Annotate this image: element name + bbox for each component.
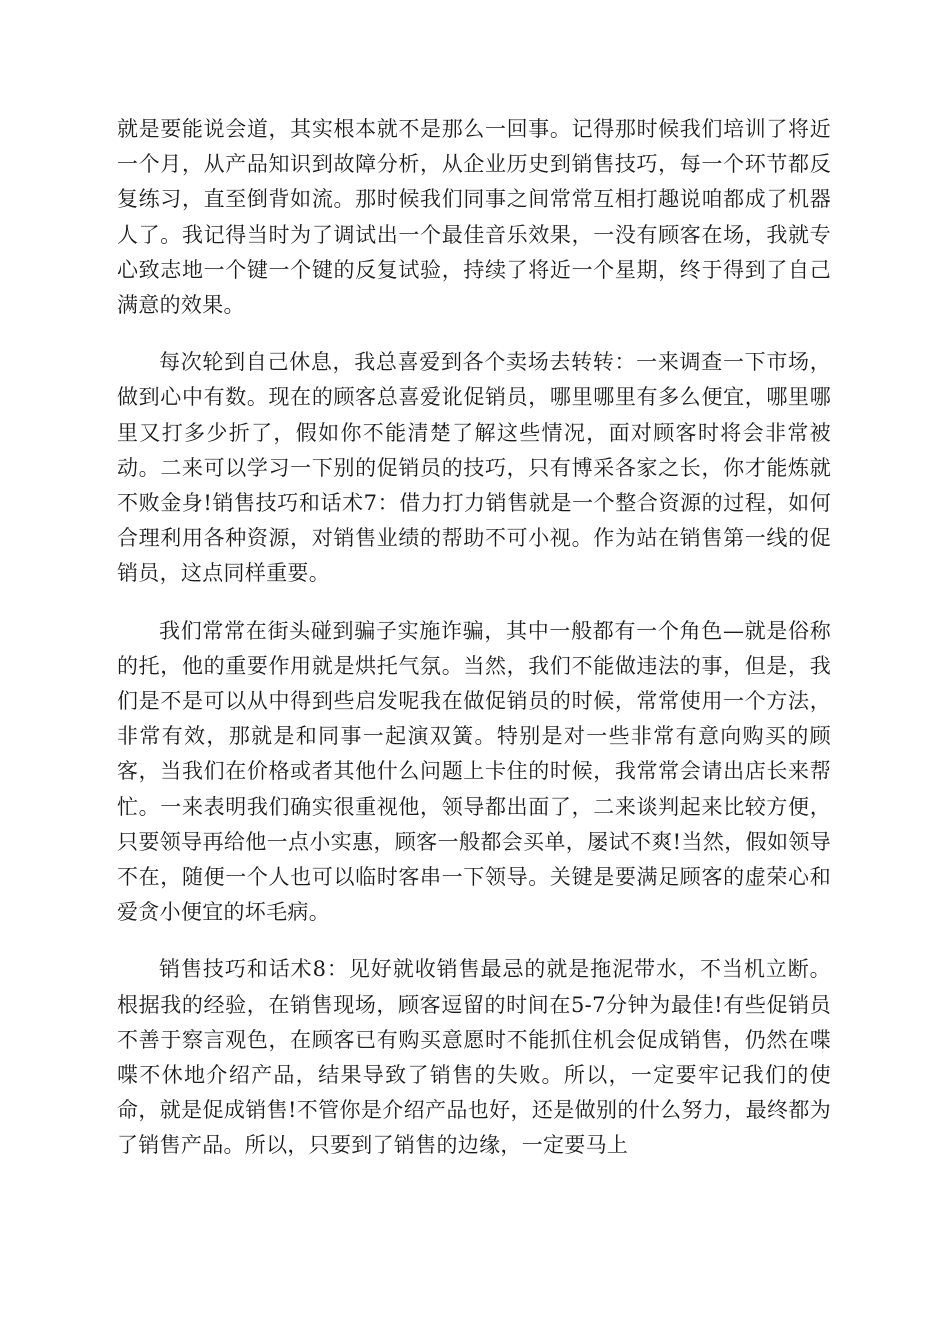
paragraph-4: 销售技巧和话术8：见好就收销售最忌的就是拖泥带水，不当机立断。根据我的经验，在销售现场，顾客逗留的时间在5-7分钟为最佳!有些促销员不善于察言观色，在顾客已有购买意愿时不能抓住机会促成销售，仍然在喋喋不休地介绍产品，结果导致了销售的失败。所以，一定要牢记我们的使命，就是促成销售!不管你是介绍产品也好，还是做别的什么努力，最终都为了销售产品。所以，只要到了销售的边缘，一定要马上 xyxy=(117,957,831,1158)
paragraph-3: 我们常常在街头碰到骗子实施诈骗，其中一般都有一个角色—就是俗称的托，他的重要作用就是烘托气氛。当然，我们不能做违法的事，但是，我们是不是可以从中得到些启发呢我在做促销员的时候，常常使用一个方法，非常有效，那就是和同事一起演双簧。特别是对一些非常有意向购买的顾客，当我们在价格或者其他什么问题上卡住的时候，我常常会请出店长来帮忙。一来表明我们确实很重视他，领导都出面了，二来谈判起来比较方便，只要领导再给他一点小实惠，顾客一般都会买单，屡试不爽!当然，假如领导不在，随便一个人也可以临时客串一下领导。关键是要满足顾客的虚荣心和爱贪小便宜的坏毛病。 xyxy=(117,618,831,925)
document-body xyxy=(117,112,831,1186)
paragraph-1: 就是要能说会道，其实根本就不是那么一回事。记得那时候我们培训了将近一个月，从产品知识到故障分析，从企业历史到销售技巧，每一个环节都反复练习，直至倒背如流。那时候我们同事之间常常互相打趣说咱都成了机器人了。我记得当时为了调试出一个最佳音乐效果，一没有顾客在场，我就专心致志地一个键一个键的反复试验，持续了将近一个星期，终于得到了自己满意的效果。 xyxy=(117,117,831,318)
paragraph-2: 每次轮到自己休息，我总喜爱到各个卖场去转转：一来调查一下市场，做到心中有数。现在的顾客总喜爱讹促销员，哪里哪里有多么便宜，哪里哪里又打多少折了，假如你不能清楚了解这些情况，面对顾客时将会非常被动。二来可以学习一下别的促销员的技巧，只有博采各家之长，你才能炼就不败金身!销售技巧和话术7：借力打力销售就是一个整合资源的过程，如何合理利用各种资源，对销售业绩的帮助不可小视。作为站在销售第一线的促销员，这点同样重要。 xyxy=(117,350,831,586)
